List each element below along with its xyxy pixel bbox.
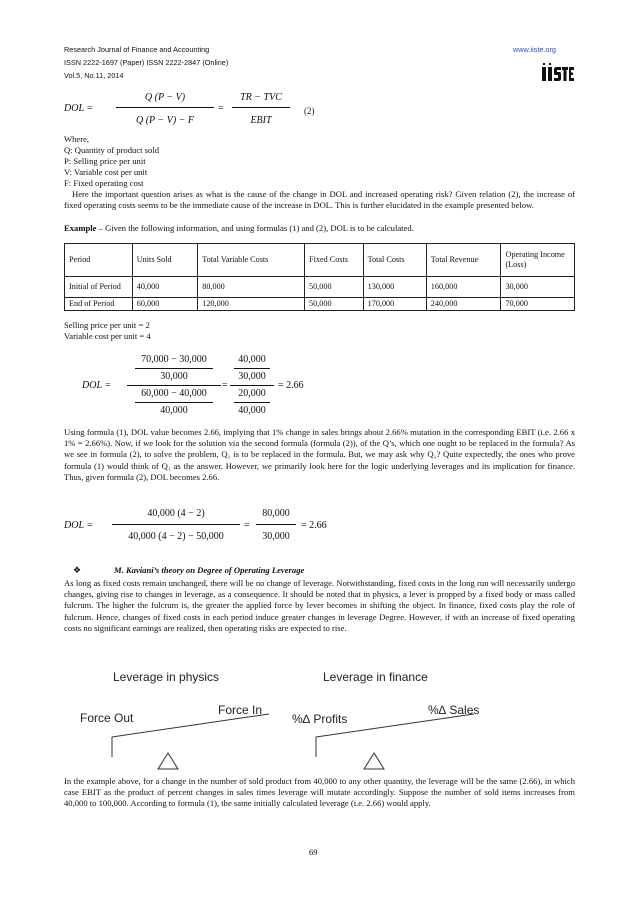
calc1-result: = 2.66 (278, 380, 304, 391)
calc2-result: = 2.66 (301, 520, 327, 531)
eq2-lhs: DOL = (64, 103, 94, 114)
calc1-mid-bar-bottom (234, 402, 270, 403)
table-cell: 240,000 (426, 298, 501, 311)
calc1-mid-top-numerator: 40,000 (238, 354, 266, 365)
table-header-cell: Period (65, 244, 133, 277)
where-item: V: Variable cost per unit (64, 167, 148, 177)
eq2-fraction-bar-2 (232, 107, 290, 108)
where-item: Q: Quantity of product sold (64, 145, 159, 155)
where-item: P: Selling price per unit (64, 156, 146, 166)
eq2-fraction-bar-1 (116, 107, 214, 108)
table-cell: 50,000 (305, 298, 364, 311)
calc1-main-bar (127, 385, 221, 386)
table-header-cell: Fixed Costs (305, 244, 364, 277)
calc1-mid-top-denominator: 30,000 (238, 371, 266, 382)
calc1-mid-bottom-denominator: 40,000 (238, 405, 266, 416)
selling-price-line: Selling price per unit = 2 (64, 320, 150, 330)
calc1-top-numerator: 70,000 − 30,000 (141, 354, 207, 365)
table-cell: 60,000 (132, 298, 197, 311)
calc2-denominator-2: 30,000 (262, 531, 290, 542)
table-header-cell: Operating Income (Loss) (501, 244, 575, 277)
table-header-cell: Total Costs (363, 244, 426, 277)
table-cell: Initial of Period (65, 277, 133, 298)
journal-url-link[interactable]: www.iiste.org (513, 45, 556, 54)
table-cell: 30,000 (501, 277, 575, 298)
table-cell: 160,000 (426, 277, 501, 298)
force-in-label: Force In (218, 703, 263, 717)
section-heading: M. Kaviani’s theory on Degree of Operating Leverage (114, 565, 305, 575)
table-cell: 80,000 (198, 277, 305, 298)
table-row (65, 298, 575, 311)
table-cell: 130,000 (363, 277, 426, 298)
eq2-denominator-1: Q (P − V) − F (135, 115, 195, 126)
force-out-label: Force Out (80, 711, 134, 725)
calc1-mid-main-bar (230, 385, 274, 386)
example-text: – Given the following information, and using formulas (1) and (2), DOL is to be calculated. (96, 223, 414, 233)
example-line (64, 223, 575, 234)
calc1-mid-bar-top (234, 368, 270, 369)
table-cell: 50,000 (305, 277, 364, 298)
calc1-bottom-denominator: 40,000 (160, 405, 188, 416)
calc2-fraction-bar-2 (256, 524, 296, 525)
profits-label: %∆ Profits (292, 712, 348, 726)
example-label: Example (64, 223, 97, 233)
volume-line: Vol.5, No.11, 2014 (64, 71, 124, 80)
eq2-equals: = (218, 103, 224, 114)
paragraph-example-change: In the example above, for a change in the number of sold product from 40,000 to any other quantity, the leverage will be the same (2.66), in which case EBIT as the product of percent changes in sales times leverage will mutate accordingly. Suppose the number of sold items increases from 40,000 to 100,000. According to formula (1), the same initially calculated leverage (i.e. 2.66) would apply. (64, 776, 575, 809)
calc2-fraction-bar (112, 524, 240, 525)
finance-fulcrum-triangle (364, 753, 384, 769)
table-header-cell: Units Sold (132, 244, 197, 277)
page-number: 69 (309, 847, 318, 857)
paragraph-kaviani-theory: As long as fixed costs remain unchanged, there will be no change of leverage. Notwithstanding, fixed costs in the long run will necessarily undergo changes, giving rise to changes in leverage, as a consequence. It should be noted that in physics, a lever is propped by a fixed body or mass called fulcrum. The higher the fulcrum is, the greater the applied force by lever becomes in shifting the object. In finance, fixed costs play the role of fulcrum. Hence, changes of fixed costs in each period induce greater changes in leverage Degree. However, if with an increase of fixed operating costs no significant earnings are realized, then operating risks are expected to rise. (64, 578, 575, 633)
eq2-label: (2) (304, 106, 315, 116)
calc1-lhs: DOL = (82, 380, 112, 391)
table-row (65, 277, 575, 298)
example-data-table (64, 243, 575, 311)
calc2-denominator: 40,000 (4 − 2) − 50,000 (128, 531, 224, 542)
table-cell: 40,000 (132, 277, 197, 298)
physics-lever-bar (112, 714, 269, 737)
table-header-row (65, 244, 575, 277)
calc1-mid-bottom-numerator: 20,000 (238, 388, 266, 399)
calc1-inner-bar-bottom (135, 402, 213, 403)
calc1-inner-bar-top (135, 368, 213, 369)
diamond-bullet-icon: ❖ (73, 565, 82, 575)
where-item: F: Fixed operating cost (64, 178, 144, 188)
calc1-top-denominator: 30,000 (160, 371, 188, 382)
calc2-lhs: DOL = (64, 520, 94, 531)
eq2-denominator-2: EBIT (250, 115, 272, 126)
iiste-logo (539, 62, 575, 84)
eq2-numerator-2: TR − TVC (240, 92, 282, 103)
table-header-cell: Total Revenue (426, 244, 501, 277)
paragraph-operating-risk: Here the important question arises as what is the cause of the change in DOL and increased operating risk? Given relation (2), the increase of fixed operating costs seems to be the immediate cause of the increase in DOL. This is further elucidated in the example presented below. (64, 189, 575, 211)
eq2-numerator-1: Q (P − V) (144, 92, 186, 103)
calc2-numerator-2: 80,000 (262, 508, 290, 519)
paragraph-formula-explanation: Using formula (1), DOL value becomes 2.66, implying that 1% change in sales brings about 2.66% mutation in the corresponding EBIT (i.e. 2.66 x 1% = 2.66%). Now, if we look for the solution via the second formula (formula (2)), of the Q’s, which one ought to be replaced in the formula? As we see in formula (2), to solve the problem, Q₁ is to be replaced in the formula. But, we may ask why Q₁? Quite expectedly, the ones who prove formula (1) would think of Q₁ as the answer. However, we primarily look here for the logic underlying leverages and its implication for finance. Thus, given formula (2), DOL becomes 2.66. (64, 427, 575, 482)
calc1-equals: = (222, 380, 228, 391)
table-cell: 170,000 (363, 298, 426, 311)
table-cell: 120,000 (198, 298, 305, 311)
diagram-right-title: Leverage in finance (323, 670, 428, 684)
table-cell: 70,000 (501, 298, 575, 311)
physics-fulcrum-triangle (158, 753, 178, 769)
variable-cost-line: Variable cost per unit = 4 (64, 331, 151, 341)
journal-name: Research Journal of Finance and Accounting (64, 45, 210, 54)
calc1-bottom-numerator: 60,000 − 40,000 (141, 388, 207, 399)
sales-label: %∆ Sales (428, 703, 480, 717)
table-header-cell: Total Variable Costs (198, 244, 305, 277)
calc2-equals: = (244, 520, 250, 531)
where-title: Where, (64, 134, 90, 144)
table-cell: End of Period (65, 298, 133, 311)
issn-line: ISSN 2222-1697 (Paper) ISSN 2222-2847 (Online) (64, 58, 229, 67)
diagram-left-title: Leverage in physics (113, 670, 220, 684)
calc2-numerator: 40,000 (4 − 2) (147, 508, 205, 519)
